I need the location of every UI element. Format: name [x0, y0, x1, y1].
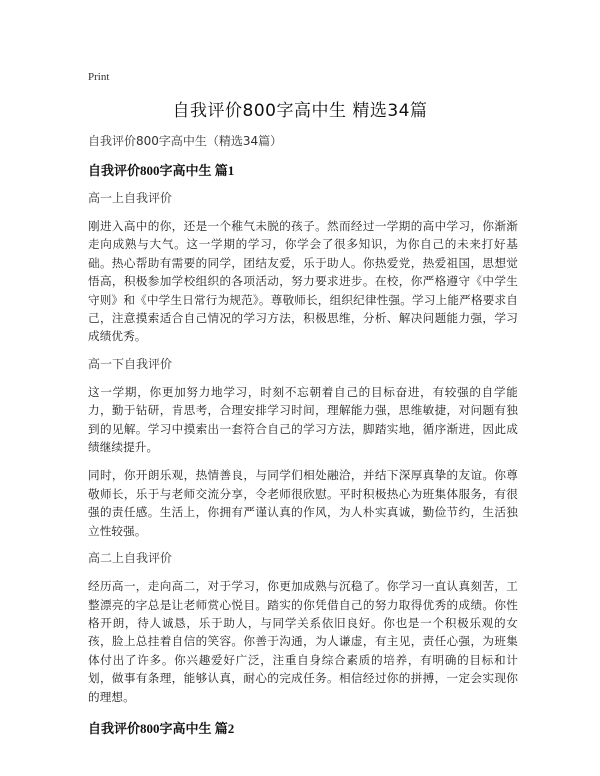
paragraph-grade10-second-term-2: 同时，你开朗乐观，热情善良，与同学们相处融洽，并结下深厚真挚的友谊。你尊敬师长，乐于与老师交流分享，令老师很欣慰。平时积极热心为班集体服务，有很强的责任感。生活上，你拥有严谨认真的作风，为人朴实真诚，勤俭节约，生活独立性较强。 [88, 468, 518, 538]
document-body [88, 133, 518, 748]
paragraph-grade10-first-term: 刚进入高中的你，还是一个稚气未脱的孩子。然而经过一学期的高中学习，你渐渐走向成熟与大气。这一学期的学习，你学会了很多知识，为你自己的未来打好基础。热心帮助有需要的同学，团结友爱，乐于助人。你热爱党，热爱祖国，思想觉悟高，积极参加学校组织的各项活动，努力要求进步。在校，你严格遵守《中学生守则》和《中学生日常行为规范》。尊敬师长，组织纪律性强。学习上能严格要求自己，注意摸索适合自己情况的学习方法，积极思维，分析、解决问题能力强，学习成绩优秀。 [88, 219, 518, 344]
section-heading-1: 自我评价800字高中生 篇1 [88, 163, 235, 178]
paragraph-grade11-first-term: 经历高一，走向高二，对于学习，你更加成熟与沉稳了。你学习一直认真刻苦，工整漂亮的字总是让老师赏心悦目。踏实的你凭借自己的努力取得优秀的成绩。你性格开朗，待人诚恳，乐于助人，与同学关系依旧良好。你也是一个积极乐观的女孩，脸上总挂着自信的笑容。你善于沟通，为人谦虚，有主见，责任心强，为班集体付出了许多。你兴趣爱好广泛，注重自身综合素质的培养，有明确的目标和计划，做事有条理，能够认真，耐心的完成任务。相信经过你的拼搏，一定会实现你的理想。 [88, 579, 518, 704]
part-heading-grade10-second-term: 高一下自我评价 [88, 356, 173, 371]
part-heading-grade11-first-term: 高二上自我评价 [88, 551, 173, 566]
document-subtitle: 自我评价800字高中生（精选34篇） [88, 134, 283, 148]
part-heading-grade10-first-term: 高一上自我评价 [88, 191, 173, 205]
paragraph-grade10-second-term-1: 这一学期，你更加努力地学习，时刻不忘朝着自己的目标奋进，有较强的自学能力，勤于钻研，肯思考，合理安排学习时间，理解能力强，思维敏捷，对问题有独到的见解。学习中摸索出一套符合自己的学习方法，脚踏实地，循序渐进，因此成绩继续提升。 [88, 384, 518, 455]
document-title: 自我评价800字高中生 精选34篇 [172, 101, 428, 121]
section-heading-2: 自我评价800字高中生 篇2 [88, 720, 235, 736]
print-label[interactable]: Print [88, 71, 110, 83]
